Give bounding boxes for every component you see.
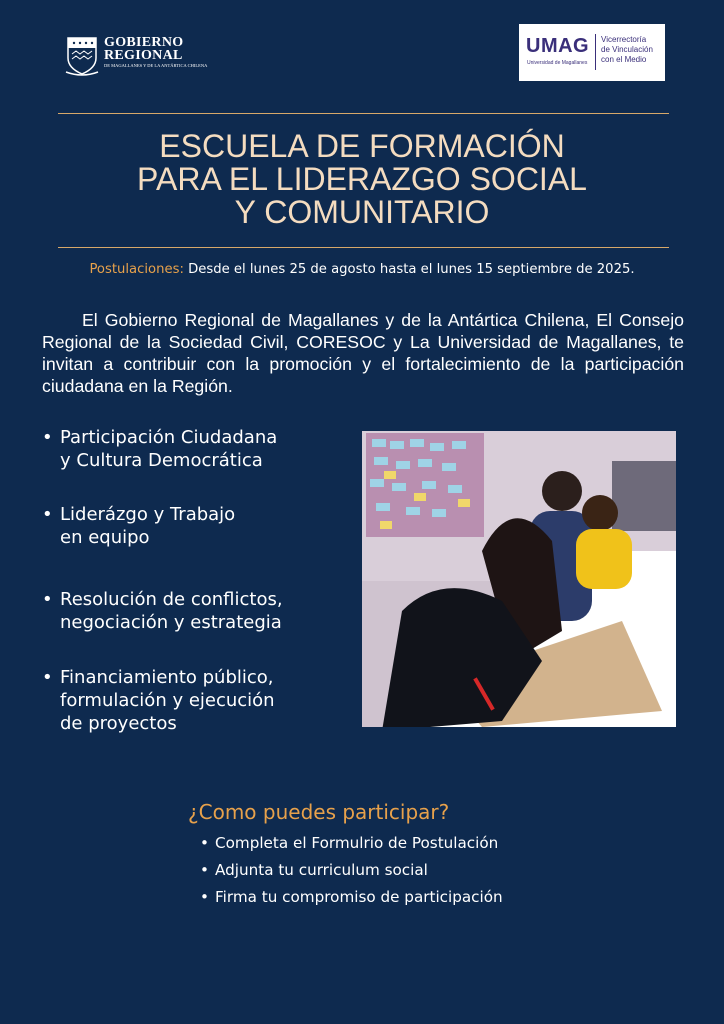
- umag-logo: [519, 24, 665, 81]
- gr-subtitle: DE MAGALLANES Y DE LA ANTÁRTICA CHILENA: [104, 63, 208, 68]
- bullet-icon: •: [200, 834, 209, 852]
- title-line-1: ESCUELA DE FORMACIÓN: [159, 128, 565, 164]
- gobierno-regional-logo: [64, 32, 214, 80]
- topic-line: Participación Ciudadana: [60, 427, 278, 448]
- topic-line: Financiamiento público,: [60, 667, 274, 688]
- title-line-3: Y COMUNITARIO: [234, 194, 490, 230]
- page-title: [60, 130, 664, 229]
- how-to-participate-title: ¿Como puedes participar?: [188, 800, 450, 824]
- step-text: Adjunta tu curriculum social: [215, 861, 428, 879]
- workshop-photo: [362, 431, 676, 727]
- umag-university-name: Universidad de Magallanes: [527, 60, 588, 66]
- intro-paragraph: El Gobierno Regional de Magallanes y de la Antártica Chilena, El Consejo Regional de la Sociedad Civil, CORESOC y La Universidad de Magallanes, te invitan a contribuir con la promoción y el fortalecimiento de la participación ciudadana en la Región.: [42, 310, 684, 396]
- application-period: [0, 262, 724, 277]
- application-dates: Desde el lunes 25 de agosto hasta el lunes 15 septiembre de 2025.: [183, 262, 635, 277]
- gr-line1: GOBIERNO: [104, 35, 184, 50]
- top-divider: [58, 113, 669, 114]
- topic-line: negociación y estrategia: [60, 612, 282, 633]
- topic-line: Resolución de conflictos,: [60, 589, 283, 610]
- gobierno-regional-name: [104, 36, 183, 62]
- bullet-icon: •: [42, 589, 53, 610]
- bullet-icon: •: [42, 427, 53, 448]
- gr-line2: REGIONAL: [104, 48, 183, 63]
- topic-line: en equipo: [60, 527, 150, 548]
- title-line-2: PARA EL LIDERAZGO SOCIAL: [137, 161, 587, 197]
- topic-line: Liderázgo y Trabajo: [60, 504, 236, 525]
- application-label: Postulaciones:: [89, 262, 184, 277]
- umag-wordmark: UMAG: [526, 35, 590, 57]
- topic-line: de proyectos: [60, 713, 177, 734]
- bullet-icon: •: [42, 504, 53, 525]
- step-text: Completa el Formulrio de Postulación: [215, 834, 499, 852]
- bullet-icon: •: [200, 861, 209, 879]
- bottom-divider: [58, 247, 669, 248]
- bullet-icon: •: [200, 888, 209, 906]
- coat-of-arms-icon: [64, 32, 100, 78]
- step-text: Firma tu compromiso de participación: [215, 888, 503, 906]
- umag-unit-name: Vicerrectoría de Vinculación con el Medio: [601, 35, 653, 64]
- umag-divider: [595, 34, 596, 70]
- topic-line: formulación y ejecución: [60, 690, 275, 711]
- bullet-icon: •: [42, 667, 53, 688]
- topic-line: y Cultura Democrática: [60, 450, 263, 471]
